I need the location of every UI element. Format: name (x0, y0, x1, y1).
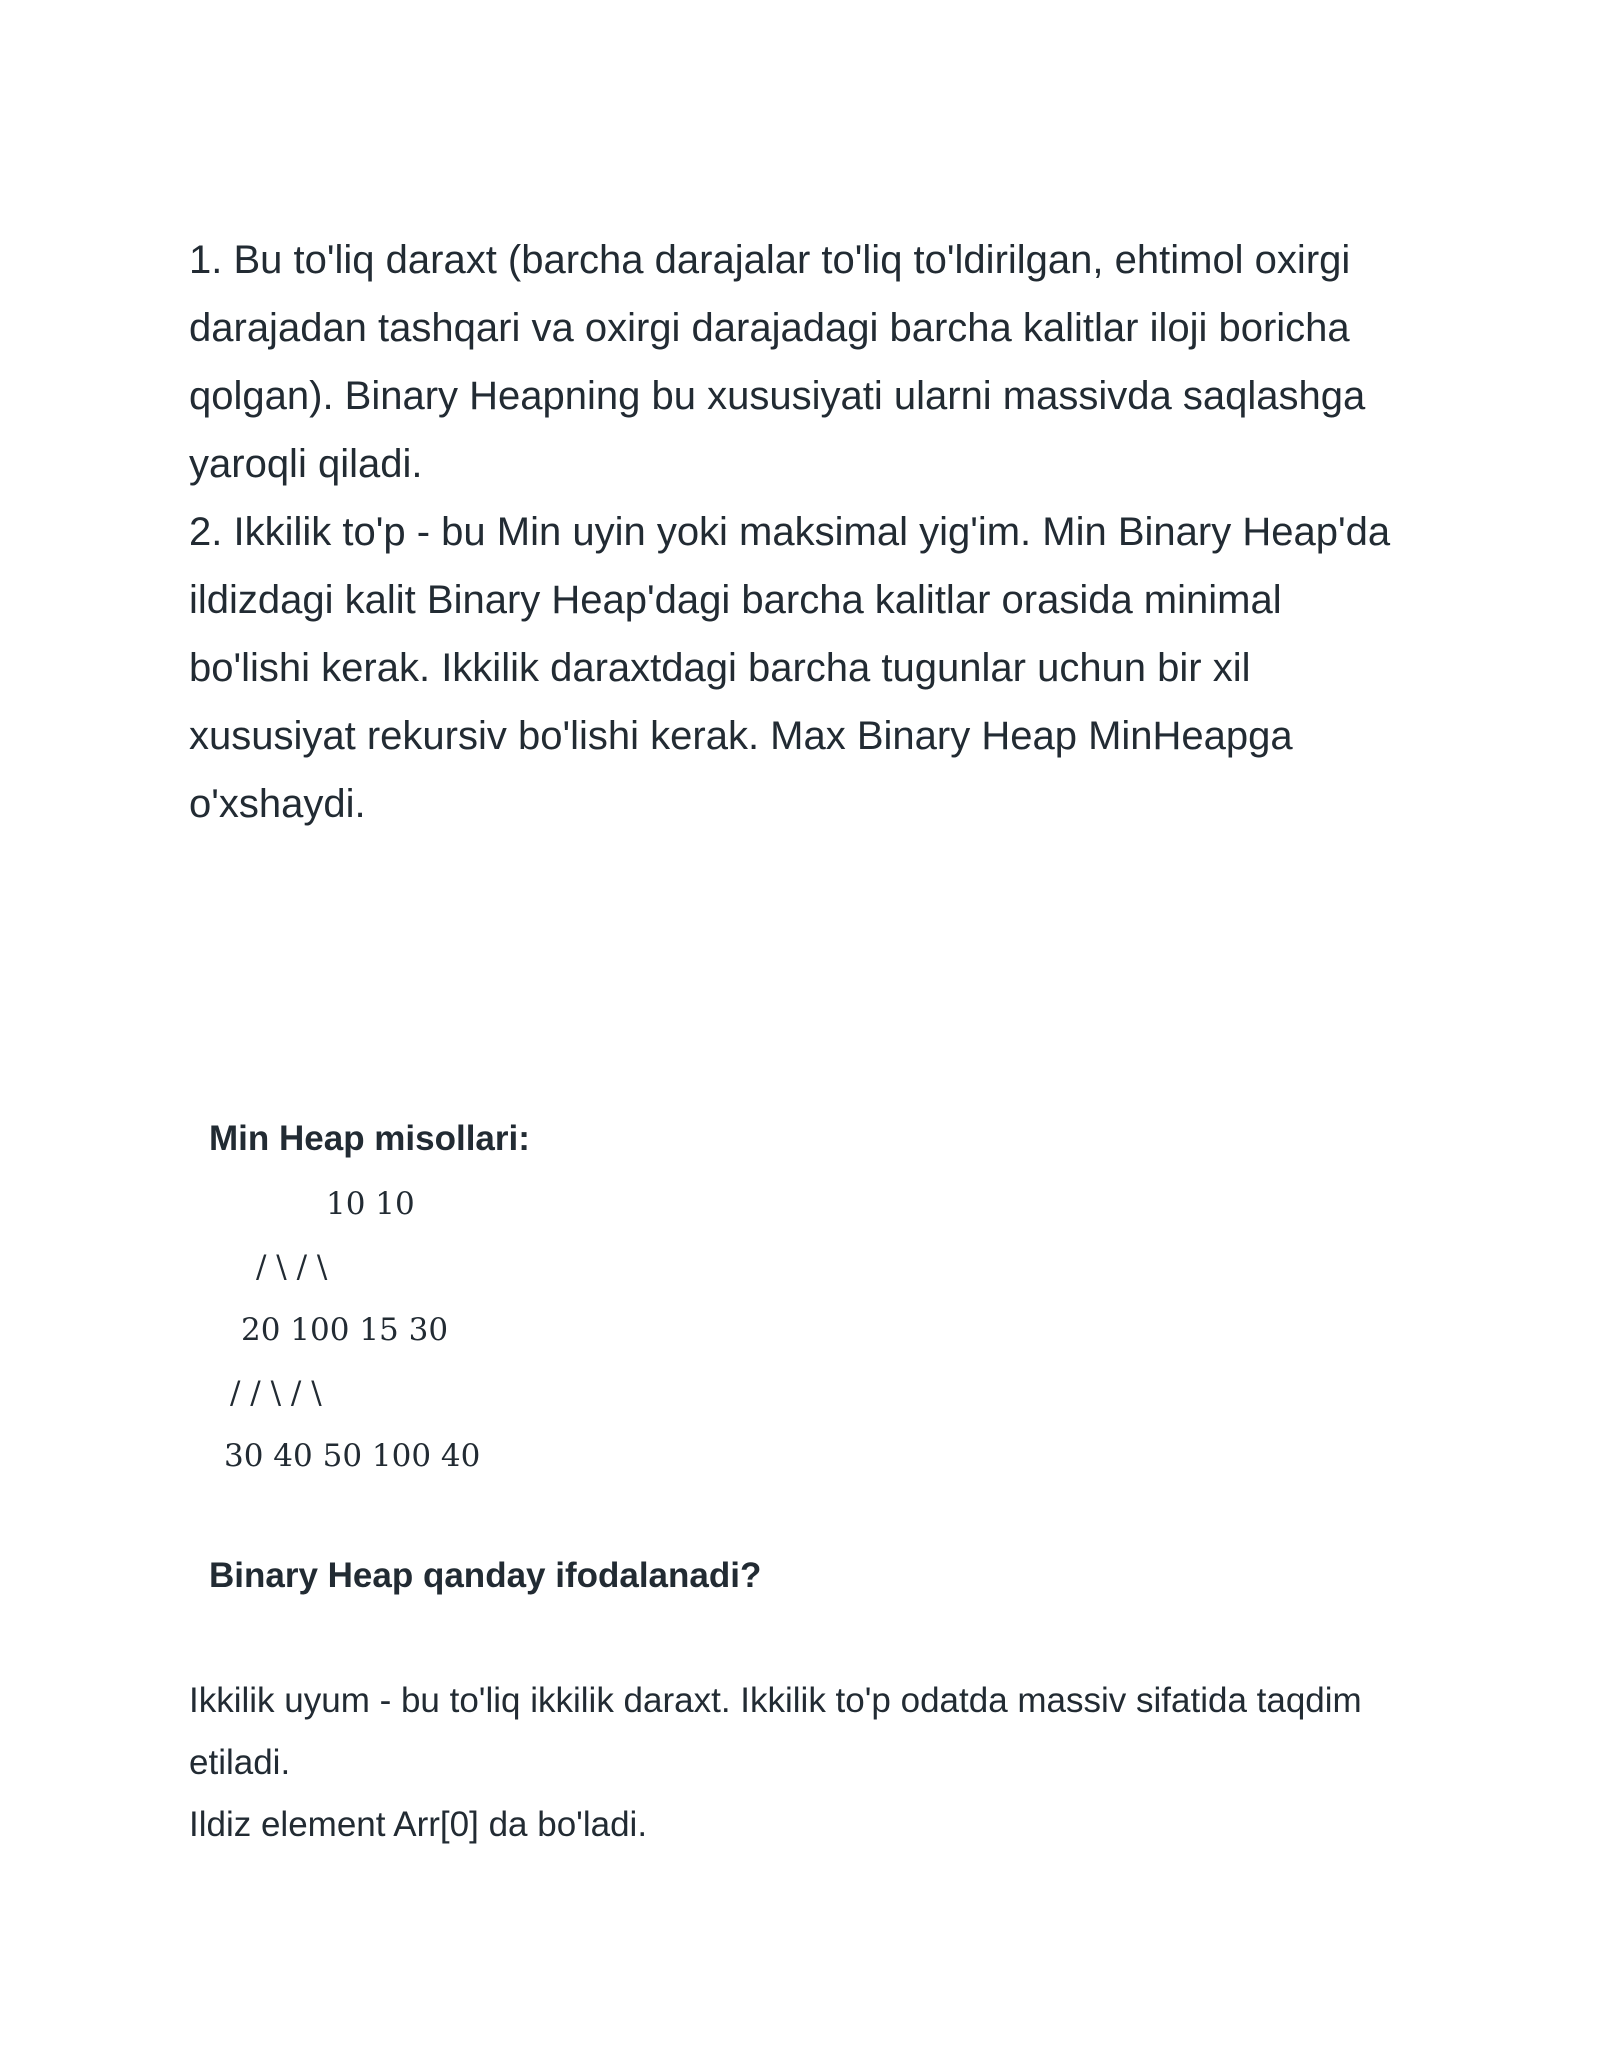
paragraph-2: 2. Ikkilik to'p - bu Min uyin yoki maksimal yig'im. Min Binary Heap'da ildizdagi kalit Binary Heap'dagi barcha kalitlar orasida minimal bo'lishi kerak. Ikkilik daraxtdagi barcha tugunlar uchun bir xil xususiyat rekursiv bo'lishi kerak. Max Binary Heap MinHeapga o'xshaydi. (189, 510, 1391, 826)
representation-paragraph-2: Ildiz element Arr[0] da bo'ladi. (189, 1805, 648, 1844)
heap-level-2: 20 100 15 30 (241, 1312, 449, 1348)
heap-branches-2: / / \ / \ (230, 1375, 322, 1411)
intro-paragraphs (189, 226, 1409, 838)
paragraph-1: 1. Bu to'liq daraxt (barcha darajalar to'liq to'ldirilgan, ehtimol oxirgi darajadan tashqari va oxirgi darajadagi barcha kalitlar iloji boricha qolgan). Binary Heapning bu xususiyati ularni massivda saqlashga yaroqli qiladi. (189, 238, 1366, 486)
binary-heap-representation-heading: Binary Heap qanday ifodalanadi? (209, 1556, 762, 1595)
heap-level-3: 30 40 50 100 40 (224, 1438, 481, 1474)
heap-level-1: 10 10 (326, 1186, 415, 1222)
representation-paragraphs (189, 1670, 1409, 1856)
heap-branches-1: / \ / \ (256, 1249, 328, 1285)
representation-paragraph-1: Ikkilik uyum - bu to'liq ikkilik daraxt. Ikkilik to'p odatda massiv sifatida taqdim etiladi. (189, 1681, 1362, 1782)
min-heap-examples-heading: Min Heap misollari: (209, 1119, 530, 1158)
